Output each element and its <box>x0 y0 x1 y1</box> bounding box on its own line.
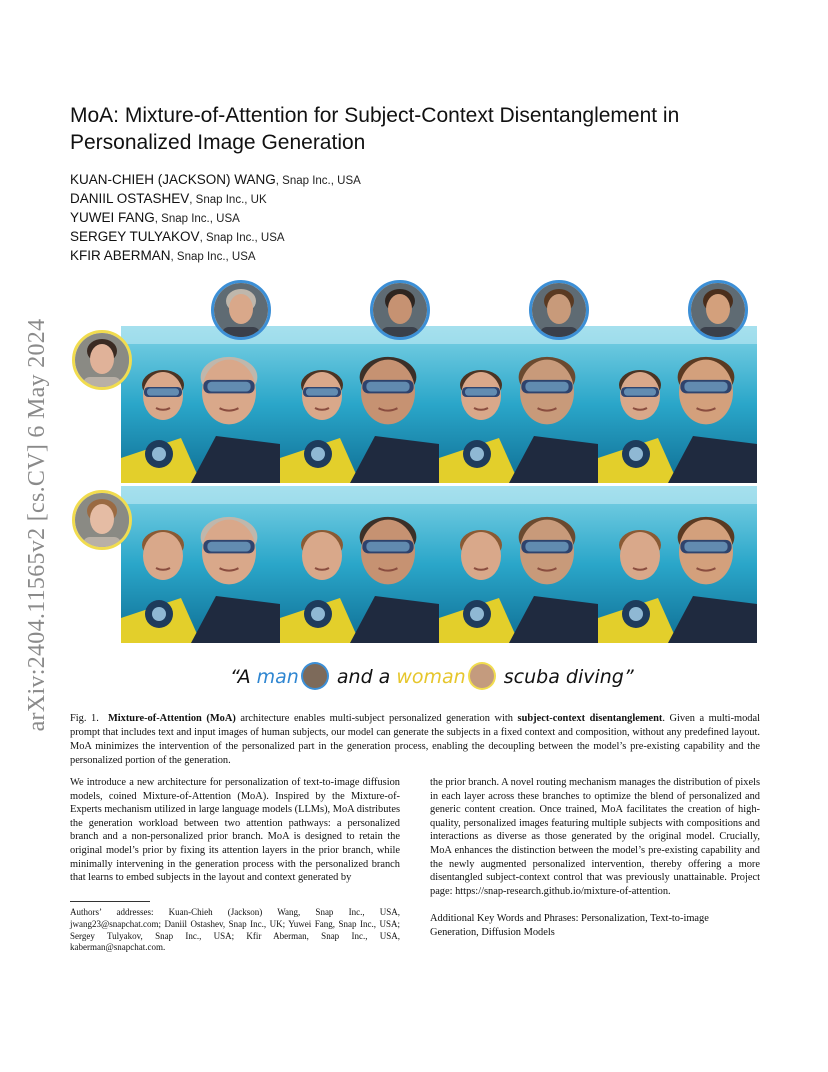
avatar-portrait <box>532 283 586 337</box>
teaser-figure <box>70 276 760 696</box>
author-affiliation: , Snap Inc., USA <box>154 213 240 225</box>
caption-text-2: . Given a multi-modal prompt that includes text and input images of human subjects, our model can generate the subjects in a fixed context and composition, without any predefined layout. MoA minimizes the intervention of the personalized part in the generation process, enabling the decoupling between the model’s pre-existing capability and the personalized portion of the generation. <box>70 713 760 766</box>
generated-image <box>439 486 598 643</box>
prompt-mid: and a <box>330 666 397 688</box>
keywords: Additional Key Words and Phrases: Personalization, Text-to-image Generation, Diffusion Models <box>430 913 709 938</box>
author-3 <box>70 208 570 227</box>
generated-image-art <box>439 486 598 643</box>
generated-image <box>598 486 757 643</box>
prompt-open: “A <box>230 666 257 688</box>
arxiv-stamp <box>20 286 54 764</box>
avatar-portrait <box>373 283 427 337</box>
caption-text-1: architecture enables multi-subject personalized generation with <box>235 713 518 724</box>
figure-row-2 <box>121 486 757 643</box>
author-name: YUWEI FANG <box>70 210 155 225</box>
prompt-man: man <box>256 666 299 688</box>
author-name: KFIR ABERMAN <box>70 248 171 263</box>
generated-image-art <box>280 486 439 643</box>
author-addresses: Authors’ addresses: Kuan-Chieh (Jackson) Wang, Snap Inc., USA, jwang23@snapchat.com; Daniil Ostashev, Snap Inc., UK; Yuwei Fang, Snap Inc., USA; Sergey Tulyakov, Snap Inc., USA; Kfir Aberman, Snap Inc., USA, kaberman@snapchat.com. <box>70 907 400 953</box>
generated-image <box>280 486 439 643</box>
woman-2-avatar <box>72 490 132 550</box>
footnote-rule <box>70 901 150 902</box>
avatar-portrait <box>691 283 745 337</box>
author-list <box>70 170 570 265</box>
author-name: SERGEY TULYAKOV <box>70 229 200 244</box>
avatar-portrait <box>214 283 268 337</box>
man-1-avatar <box>211 280 271 340</box>
author-name: KUAN-CHIEH (JACKSON) WANG <box>70 172 276 187</box>
prompt-phrase <box>230 660 670 694</box>
figure-row-1 <box>121 326 757 483</box>
author-affiliation: , Snap Inc., UK <box>189 194 267 206</box>
author-affiliation: , Snap Inc., USA <box>199 232 285 244</box>
caption-label: Fig. 1. <box>70 713 99 724</box>
avatar-portrait <box>75 493 129 547</box>
man-4-avatar <box>688 280 748 340</box>
woman-face-icon <box>470 664 494 688</box>
generated-image <box>439 326 598 483</box>
generated-image-art <box>280 326 439 483</box>
author-5 <box>70 246 570 265</box>
abstract-right: the prior branch. A novel routing mechanism manages the distribution of pixels in each layer across these branches to optimize the blend of personalized and generic content creation. Once trained, MoA facilitates the creation of high-quality, personalized images featuring multiple subjects with compositions and interactions as diverse as those generated by the original model. Crucially, MoA enhances the distinction between the model’s pre-existing capability and the newly augmented personalized intervention, thereby offering a more disentangled subject-context control that was previously unattainable. Project page: https://snap-research.github.io/mixture-of-attention. <box>430 777 760 897</box>
man-face-icon <box>303 664 327 688</box>
paper-title: MoA: Mixture-of-Attention for Subject-Context Disentanglement in Personalized Image Generation <box>70 104 680 154</box>
figure-caption <box>70 712 760 768</box>
arxiv-id: arXiv:2404.11565v2 [cs.CV] 6 May 2024 <box>24 318 50 732</box>
woman-1-avatar <box>72 330 132 390</box>
generated-image-art <box>598 486 757 643</box>
generated-image <box>121 486 280 643</box>
prompt-woman: woman <box>396 666 466 688</box>
generated-image <box>598 326 757 483</box>
man-3-avatar <box>529 280 589 340</box>
author-1 <box>70 170 570 189</box>
author-affiliation: , Snap Inc., USA <box>170 251 256 263</box>
generated-image <box>121 326 280 483</box>
generated-image <box>280 326 439 483</box>
abstract-left: We introduce a new architecture for personalization of text-to-image diffusion models, coined Mixture-of-Attention (MoA). Inspired by the Mixture-of-Experts mechanism utilized in large language models (LLMs), MoA distributes the generation workload between two attention pathways: a personalized branch and a non-personalized prior branch. MoA is designed to retain the original model’s prior by fixing its attention layers in the prior branch, while minimally intervening in the generation process with the personalized branch that learns to embed subjects in the layout and context generated by <box>70 777 400 884</box>
author-affiliation: , Snap Inc., USA <box>275 175 361 187</box>
prompt-close: scuba diving” <box>497 666 634 688</box>
generated-image-art <box>598 326 757 483</box>
caption-bold-lead: Mixture-of-Attention (MoA) <box>107 713 236 724</box>
man-2-avatar <box>370 280 430 340</box>
author-4 <box>70 227 570 246</box>
generated-image-art <box>121 486 280 643</box>
generated-image-art <box>439 326 598 483</box>
generated-image-art <box>121 326 280 483</box>
author-name: DANIIL OSTASHEV <box>70 191 190 206</box>
caption-bold-mid: subject-context disentanglement <box>517 713 663 724</box>
author-2 <box>70 189 570 208</box>
avatar-portrait <box>75 333 129 387</box>
